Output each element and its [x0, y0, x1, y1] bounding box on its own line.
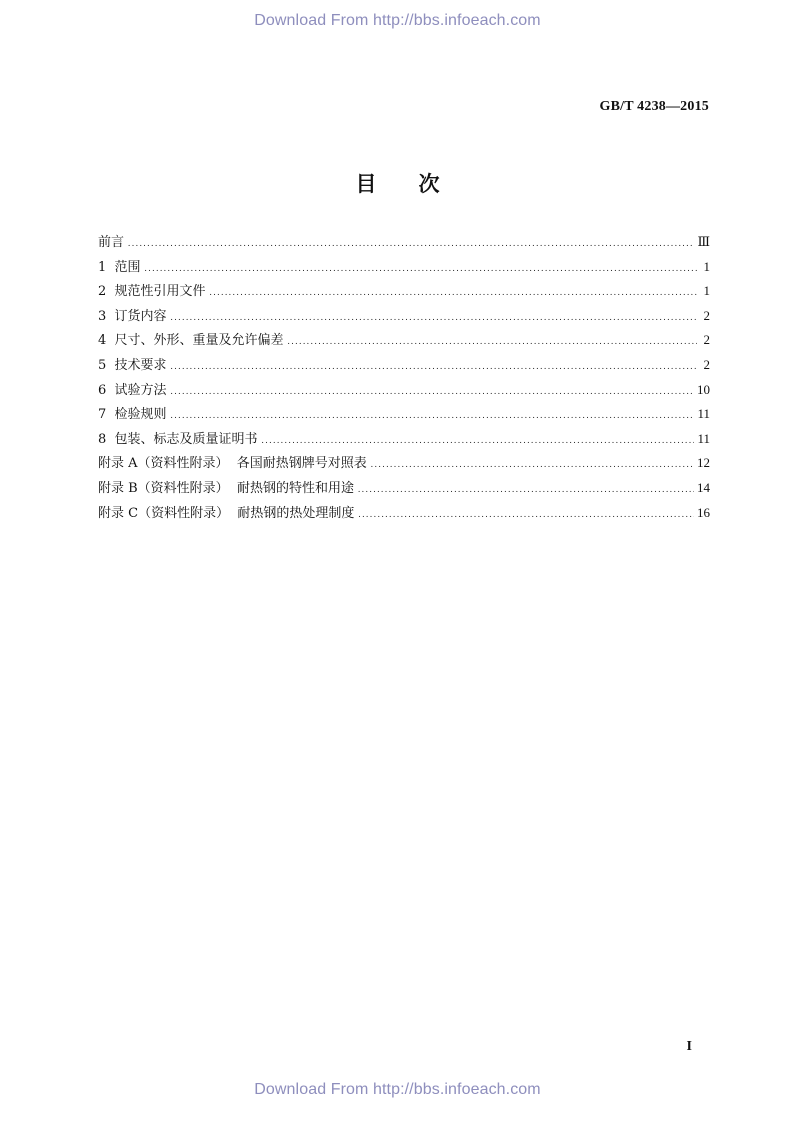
- toc-entry-label: 8 包装、标志及质量证明书: [98, 431, 258, 447]
- toc-entry-label: 4 尺寸、外形、重量及允许偏差: [98, 333, 284, 349]
- toc-entry-preface[interactable]: [98, 232, 710, 257]
- toc-entry-order-content[interactable]: [98, 306, 710, 331]
- toc-leader-dots: [171, 381, 694, 401]
- toc-entry-label: 附录 A（资料性附录） 各国耐热钢牌号对照表: [98, 456, 367, 472]
- toc-entry-label: 7 检验规则: [98, 407, 167, 423]
- watermark-top: Download From http://bbs.infoeach.com: [254, 12, 541, 29]
- toc-entry-label: 前言: [98, 235, 125, 250]
- standard-code: GB/T 4238—2015: [599, 99, 709, 114]
- watermark-bottom: Download From http://bbs.infoeach.com: [254, 1081, 541, 1098]
- toc-entry-dimensions[interactable]: [98, 330, 710, 355]
- toc-entry-normative-references[interactable]: [98, 281, 710, 306]
- toc-entry-page: 10: [697, 381, 710, 397]
- toc-leader-dots: [171, 307, 697, 327]
- toc-entry-test-methods[interactable]: [98, 380, 710, 405]
- toc-leader-dots: [358, 504, 694, 524]
- table-of-contents: [98, 232, 710, 527]
- toc-entry-page: 1: [703, 283, 710, 299]
- toc-entry-page: 1: [703, 258, 710, 274]
- toc-entry-annex-a[interactable]: [98, 453, 710, 478]
- toc-leader-dots: [371, 454, 694, 474]
- toc-entry-scope[interactable]: [98, 257, 710, 282]
- toc-entry-label: 6 试验方法: [98, 382, 167, 398]
- toc-leader-dots: [358, 479, 694, 499]
- toc-entry-page: 2: [703, 332, 710, 348]
- toc-entry-page: 11: [697, 406, 710, 422]
- toc-leader-dots: [128, 233, 694, 253]
- toc-entry-annex-b[interactable]: [98, 478, 710, 503]
- toc-entry-label: 5 技术要求: [98, 357, 167, 373]
- toc-entry-annex-c[interactable]: [98, 503, 710, 528]
- toc-entry-inspection-rules[interactable]: [98, 404, 710, 429]
- toc-entry-page: 12: [697, 455, 710, 471]
- toc-entry-page: 11: [697, 430, 710, 446]
- toc-entry-page: 16: [697, 504, 710, 520]
- toc-entry-technical-requirements[interactable]: [98, 355, 710, 380]
- toc-leader-dots: [171, 356, 697, 376]
- toc-entry-packaging[interactable]: [98, 429, 710, 454]
- toc-entry-page: 14: [697, 479, 710, 495]
- toc-leader-dots: [145, 258, 697, 278]
- toc-entry-label: 2 规范性引用文件: [98, 284, 206, 300]
- toc-entry-page: Ⅲ: [697, 234, 710, 249]
- toc-leader-dots: [210, 282, 697, 302]
- toc-entry-label: 3 订货内容: [98, 308, 167, 324]
- toc-title: 目次: [355, 171, 482, 196]
- page-number: I: [686, 1039, 692, 1054]
- toc-entry-label: 1 范围: [98, 259, 141, 275]
- toc-leader-dots: [288, 331, 697, 351]
- toc-entry-label: 附录 C（资料性附录） 耐热钢的热处理制度: [98, 505, 355, 521]
- toc-entry-page: 2: [703, 307, 710, 323]
- toc-leader-dots: [171, 405, 695, 425]
- toc-leader-dots: [262, 430, 695, 450]
- toc-entry-page: 2: [703, 356, 710, 372]
- toc-entry-label: 附录 B（资料性附录） 耐热钢的特性和用途: [98, 480, 354, 496]
